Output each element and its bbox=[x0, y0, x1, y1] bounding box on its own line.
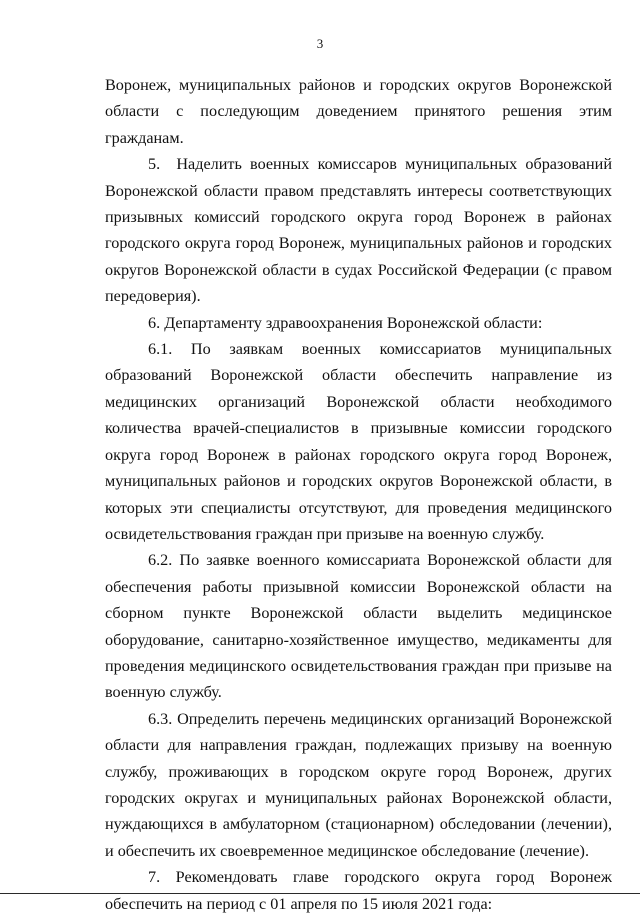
paragraph-item-6: 6. Департаменту здравоохранения Воронежской области: bbox=[148, 313, 543, 332]
paragraph-item-5: 5. Наделить военных комиссаров муниципальных образований Воронежской области правом представлять интересы соответствующих призывных комиссий городского округа город Воронеж в районах городского округа город Воронеж, муниципальных районов и городских округов Воронежской области в судах Российской Федерации (с правом передоверия). bbox=[105, 155, 612, 306]
paragraph-item-6-3: 6.3. Определить перечень медицинских организаций Воронежской области для направления граждан, подлежащих призыву на военную службу, проживающих в городском округе город Воронеж, других городских округах и муниципальных районах Воронежской области, нуждающихся в амбулаторном (стационарном) обследовании (лечении), и обеспечить их своевременное медицинское обследование (лечение). bbox=[105, 709, 612, 860]
paragraph-item-6-1: 6.1. По заявкам военных комиссариатов муниципальных образований Воронежской области обеспечить направление из медицинских организаций Воронежской области необходимого количества врачей-специалистов в призывные комиссии городского округа город Воронеж в районах городского округа город Воронеж, муниципальных районов и городских округов Воронежской области, в которых эти специалисты отсутствуют, для проведения медицинского освидетельствования граждан при призыве на военную службу. bbox=[105, 340, 612, 543]
page-number: 3 bbox=[316, 36, 324, 51]
page-bottom-edge bbox=[0, 893, 640, 894]
document-body bbox=[105, 72, 612, 917]
paragraph-item-7: 7. Рекомендовать главе городского округа город Воронеж обеспечить на период с 01 апреля по 15 июля 2021 года: bbox=[105, 868, 612, 913]
paragraph-continuation: Воронеж, муниципальных районов и городских округов Воронежской области с последующим доведением принятого решения этим гражданам. bbox=[105, 76, 612, 147]
paragraph-item-6-2: 6.2. По заявке военного комиссариата Воронежской области для обеспечения работы призывной комиссии Воронежской области на сборном пункте Воронежской области выделить медицинское оборудование, санитарно-хозяйственное имущество, медикаменты для проведения медицинского освидетельствования граждан при призыве на военную службу. bbox=[105, 551, 612, 702]
